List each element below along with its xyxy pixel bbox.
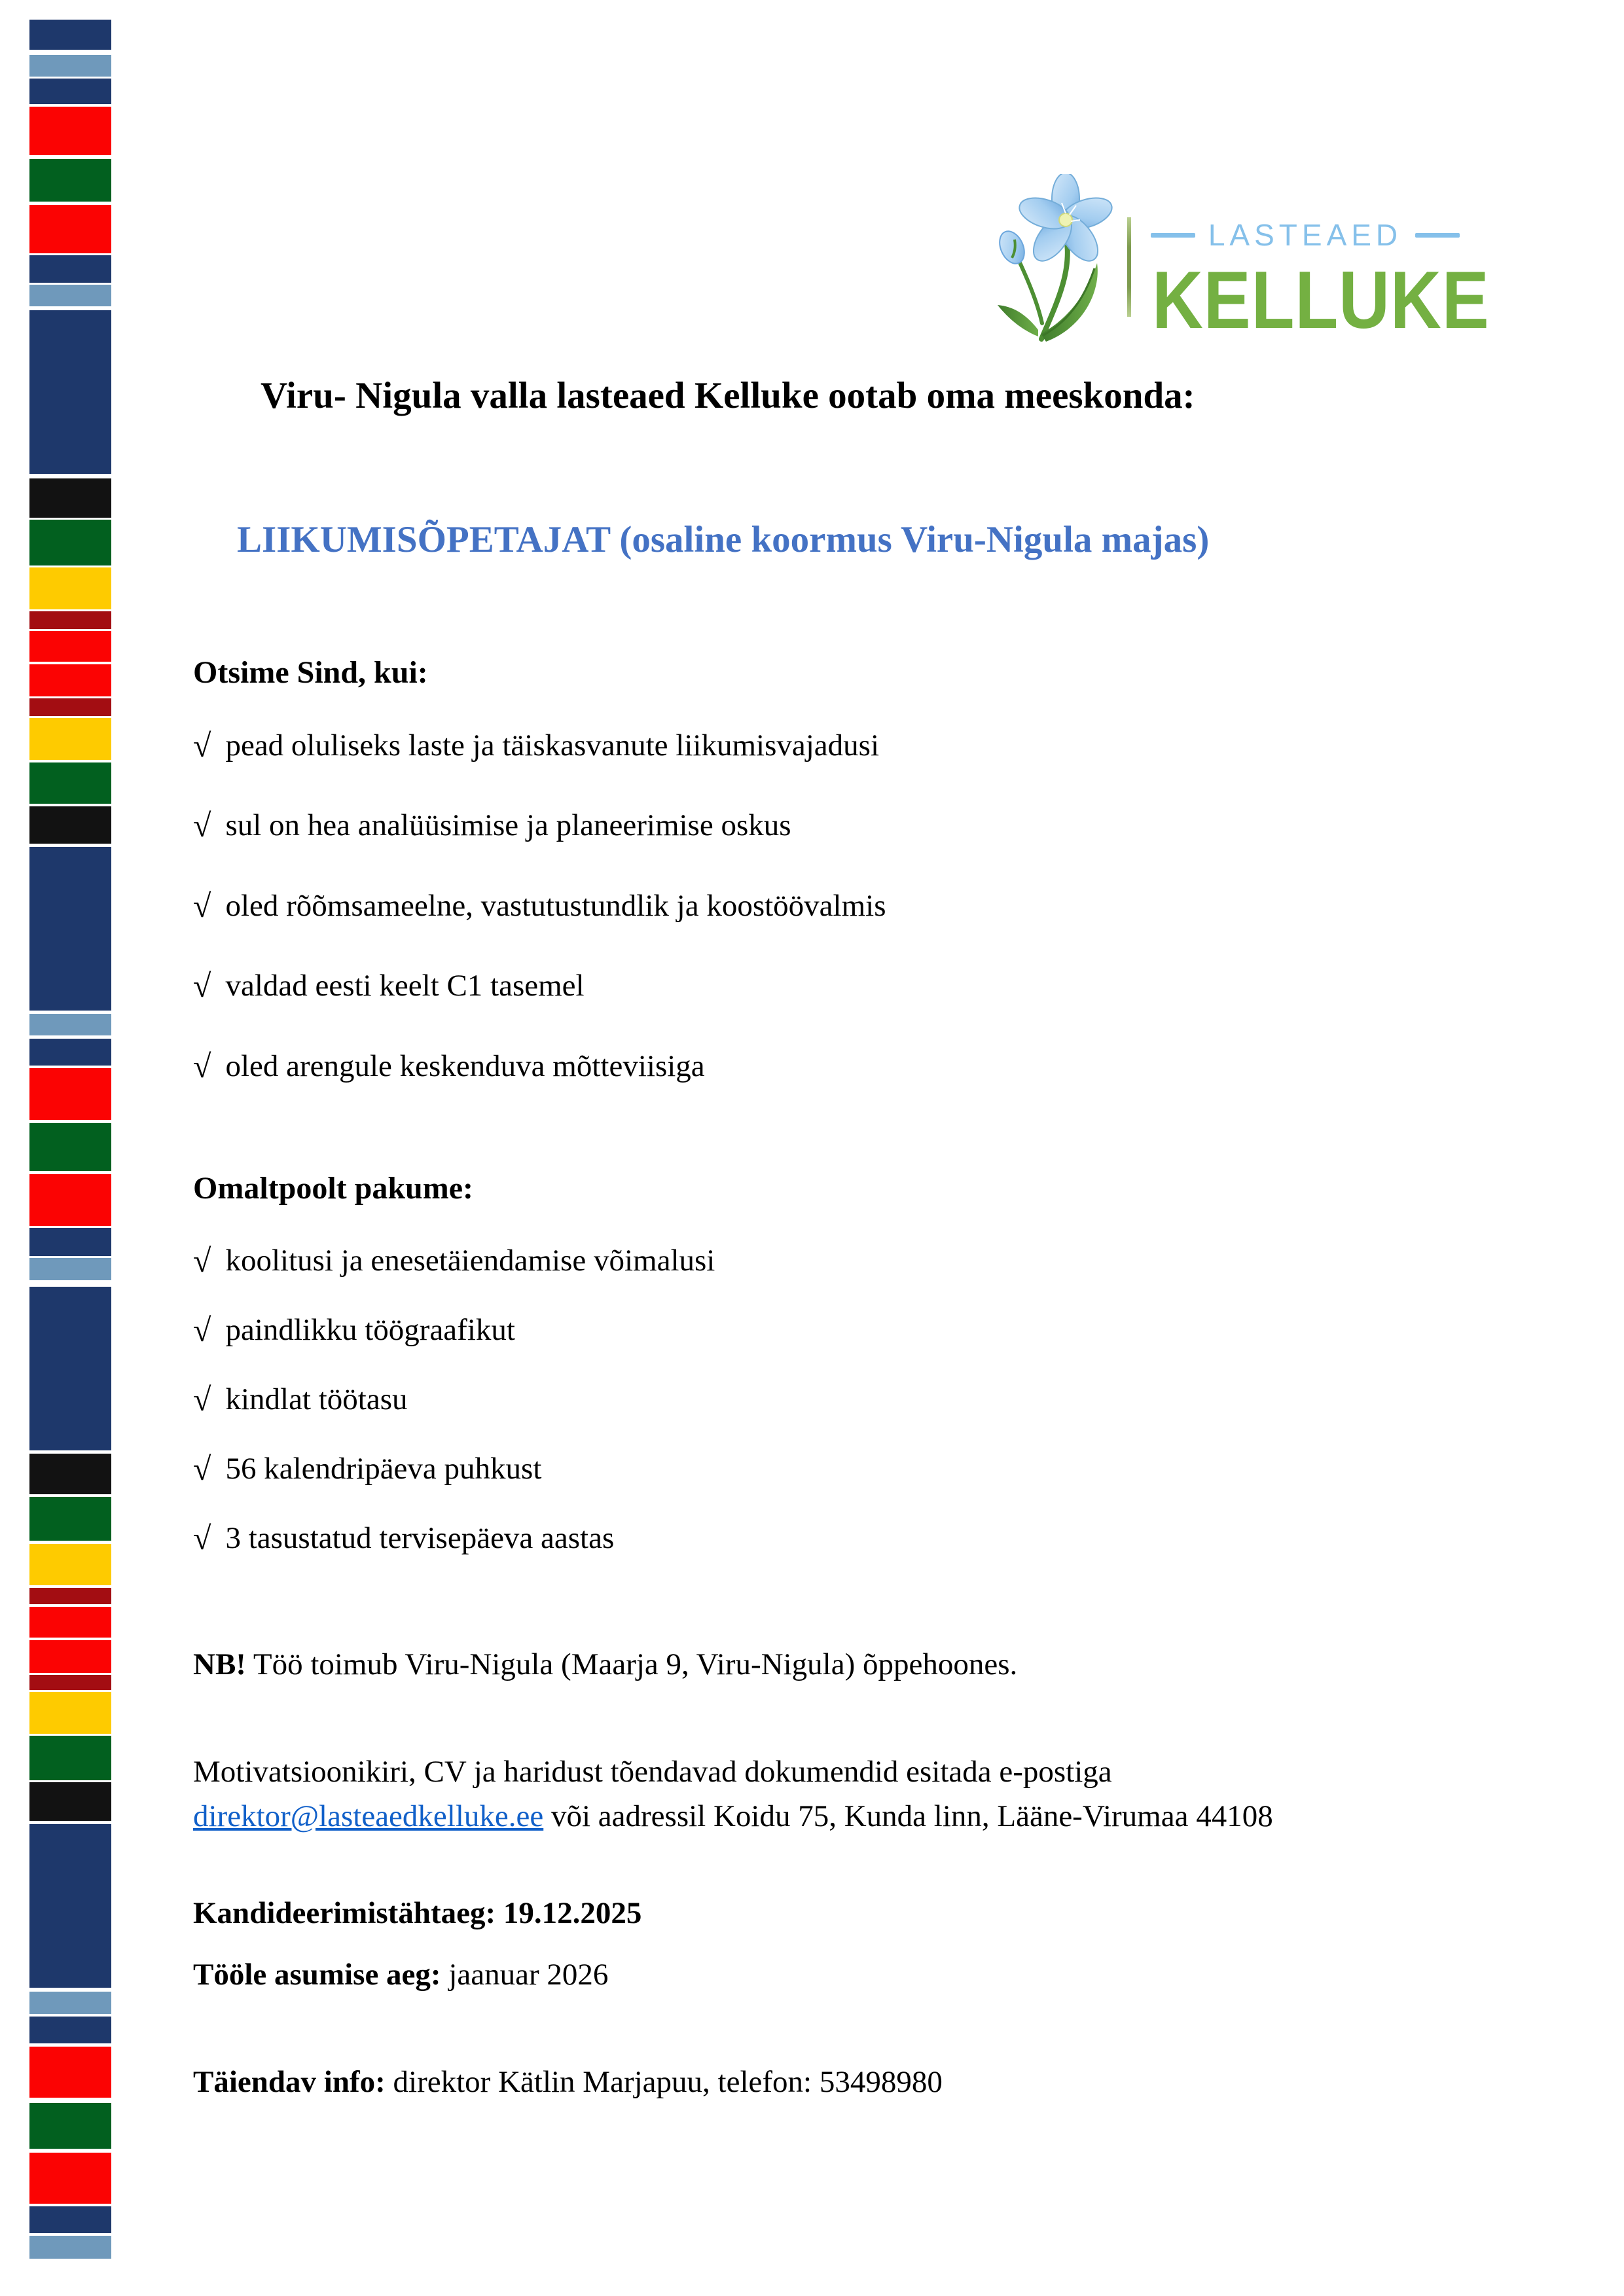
list-item-text: pead oluliseks laste ja täiskasvanute liikumisvajadusi <box>225 728 879 762</box>
position-heading: LIIKUMISÕPETAJAT (osaline koormus Viru-Nigula majas) <box>237 519 1210 560</box>
list-item <box>193 1520 614 1556</box>
stripe <box>29 2047 111 2098</box>
page-title: Viru- Nigula valla lasteaed Kelluke ootab oma meeskonda: <box>261 375 1195 416</box>
stripe <box>29 718 111 760</box>
stripe <box>29 567 111 609</box>
list-item <box>193 888 886 924</box>
stripe <box>29 55 111 77</box>
stripe <box>29 1782 111 1821</box>
stripe <box>29 1258 111 1280</box>
stripe <box>29 611 111 629</box>
stripe-band <box>29 20 111 2259</box>
checkmark-icon: √ <box>193 807 211 844</box>
list-item <box>193 1382 408 1417</box>
list-item-text: 3 tasustatud tervisepäeva aastas <box>225 1521 615 1555</box>
stripe <box>29 1692 111 1734</box>
stripe <box>29 1736 111 1780</box>
list-item <box>193 728 879 763</box>
checkmark-icon: √ <box>193 967 211 1004</box>
stripe <box>29 1588 111 1604</box>
checkmark-icon: √ <box>193 1381 211 1418</box>
stripe <box>29 478 111 518</box>
lasteaed-dash-right-icon <box>1415 233 1460 238</box>
section-heading-pakume: Omaltpoolt pakume: <box>193 1171 474 1206</box>
nb-label: NB! <box>193 1647 246 1681</box>
stripe <box>29 1640 111 1673</box>
stripe <box>29 2236 111 2259</box>
application-line-2 <box>193 1799 1273 1834</box>
stripe <box>29 310 111 474</box>
list-item <box>193 968 585 1003</box>
checkmark-icon: √ <box>193 1048 211 1085</box>
start-date-value: jaanuar 2026 <box>441 1958 609 1992</box>
logo-kelluke-text: KELLUKE <box>1152 255 1490 346</box>
stripe <box>29 1014 111 1035</box>
flower-logo-icon <box>974 174 1165 365</box>
list-item <box>193 808 791 843</box>
stripe <box>29 1497 111 1541</box>
logo-lasteaed-text: LASTEAED <box>1208 218 1403 252</box>
checkmark-icon: √ <box>193 888 211 924</box>
start-date-label: Tööle asumise aeg: <box>193 1958 441 1992</box>
stripe <box>29 255 111 283</box>
stripe <box>29 1123 111 1171</box>
email-link[interactable]: direktor@lasteaedkelluke.ee <box>193 1799 544 1833</box>
stripe <box>29 1454 111 1494</box>
stripe <box>29 20 111 50</box>
list-item-text: oled arengule keskenduva mõtteviisiga <box>225 1049 705 1083</box>
list-item-text: sul on hea analüüsimise ja planeerimise oskus <box>225 808 791 842</box>
stripe <box>29 664 111 696</box>
stripe <box>29 698 111 716</box>
list-item <box>193 1312 515 1348</box>
stripe <box>29 285 111 306</box>
stripe <box>29 806 111 844</box>
list-item-text: koolitusi ja enesetäiendamise võimalusi <box>225 1244 715 1278</box>
stripe <box>29 1544 111 1585</box>
start-date-line <box>193 1957 608 1992</box>
list-item-text: paindlikku töögraafikut <box>225 1313 515 1347</box>
checkmark-icon: √ <box>193 1242 211 1279</box>
application-line-1: Motivatsioonikiri, CV ja haridust tõendavad dokumendid esitada e-postiga <box>193 1755 1112 1789</box>
list-item-text: oled rõõmsameelne, vastutustundlik ja koostöövalmis <box>225 889 886 923</box>
stripe <box>29 2206 111 2233</box>
stripe <box>29 1228 111 1256</box>
contact-info-line <box>193 2064 943 2100</box>
stripe <box>29 107 111 155</box>
stripe <box>29 631 111 662</box>
stripe <box>29 1068 111 1120</box>
stripe <box>29 2017 111 2043</box>
list-item-text: 56 kalendripäeva puhkust <box>225 1452 542 1486</box>
contact-info-label: Täiendav info: <box>193 2065 386 2099</box>
list-item-text: valdad eesti keelt C1 tasemel <box>225 969 585 1003</box>
section-heading-otsime: Otsime Sind, kui: <box>193 655 428 690</box>
list-item <box>193 1243 715 1278</box>
stripe <box>29 1824 111 1988</box>
stripe <box>29 2153 111 2204</box>
stripe <box>29 205 111 253</box>
contact-info-value: direktor Kätlin Marjapuu, telefon: 53498980 <box>385 2065 943 2099</box>
checkmark-icon: √ <box>193 727 211 764</box>
nb-note <box>193 1647 1017 1682</box>
list-item-text: kindlat töötasu <box>225 1382 408 1416</box>
stripe <box>29 2103 111 2149</box>
stripe <box>29 159 111 202</box>
list-item <box>193 1049 705 1084</box>
checkmark-icon: √ <box>193 1312 211 1348</box>
deadline-line: Kandideerimistähtaeg: 19.12.2025 <box>193 1896 642 1930</box>
list-item <box>193 1451 541 1486</box>
checkmark-icon: √ <box>193 1450 211 1487</box>
stripe <box>29 79 111 104</box>
address-text: või aadressil Koidu 75, Kunda linn, Lääne-Virumaa 44108 <box>543 1799 1273 1833</box>
stripe <box>29 762 111 804</box>
logo-divider <box>1127 217 1131 317</box>
logo-wordmark-top <box>1151 217 1460 253</box>
stripe <box>29 520 111 565</box>
stripe <box>29 1675 111 1690</box>
stripe <box>29 1174 111 1226</box>
stripe <box>29 1287 111 1450</box>
stripe <box>29 847 111 1011</box>
stripe <box>29 1039 111 1066</box>
stripe <box>29 1992 111 2014</box>
stripe <box>29 1607 111 1638</box>
nb-text: Töö toimub Viru-Nigula (Maarja 9, Viru-Nigula) õppehoones. <box>245 1647 1018 1681</box>
checkmark-icon: √ <box>193 1520 211 1556</box>
lasteaed-dash-left-icon <box>1151 233 1195 238</box>
